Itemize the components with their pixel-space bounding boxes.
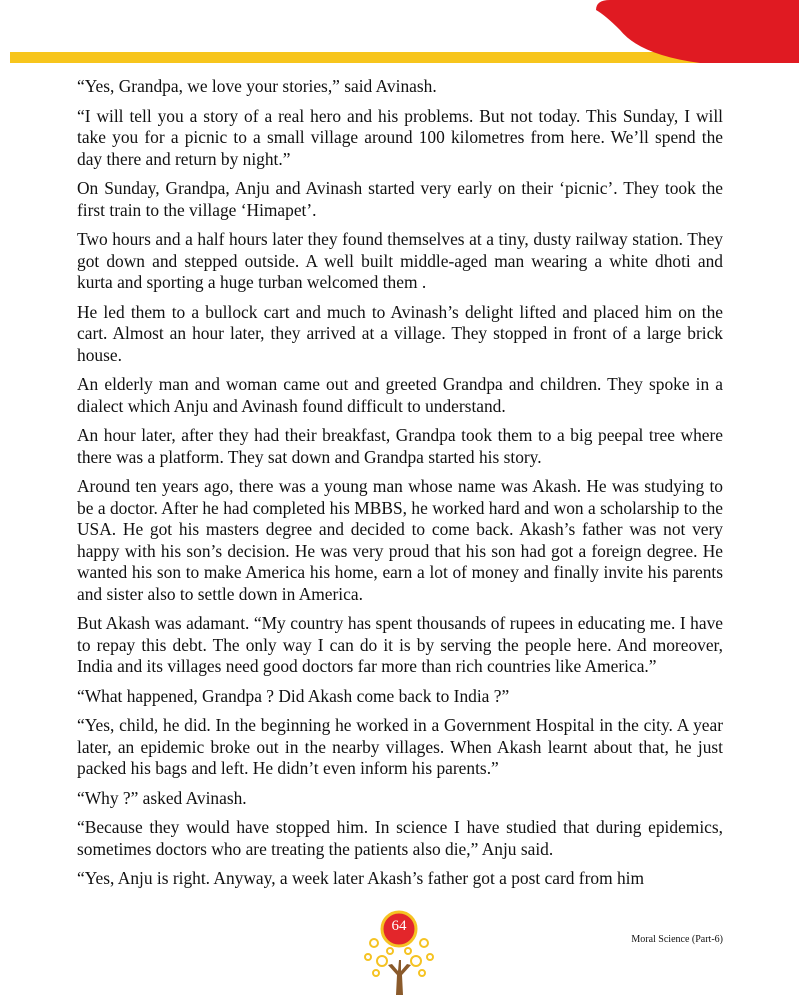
- paragraph: He led them to a bullock cart and much to Avinash’s delight lifted and placed him on the cart. Almost an hour later, they arrived at a village. They stopped in front of a large brick house.: [77, 301, 723, 365]
- paragraph: But Akash was adamant. “My country has spent thousands of rupees in educating me. I have to repay this debt. The only way I can do it is by serving the people here. And moreover, India and its villages need good doctors far more than rich countries like America.”: [77, 613, 723, 676]
- paragraph: On Sunday, Grandpa, Anju and Avinash started very early on their ‘picnic’. They took the first train to the village ‘Himapet’.: [77, 178, 723, 220]
- page-number: 64: [391, 918, 407, 934]
- header-decoration: [0, 0, 799, 80]
- paragraph: Two hours and a half hours later they found themselves at a tiny, dusty railway station. They got down and stepped outside. A well built middle-aged man wearing a white dhoti and kurta and sporting a huge turban welcomed them .: [77, 229, 723, 292]
- paragraph: An elderly man and woman came out and greeted Grandpa and children. They spoke in a dialect which Anju and Avinash found difficult to understand.: [77, 374, 723, 416]
- paragraph: “Yes, child, he did. In the beginning he worked in a Government Hospital in the city. A year later, an epidemic broke out in the nearby villages. When Akash learnt about that, he just packed his bags and left. He didn’t even inform his parents.”: [77, 715, 723, 778]
- paragraph: “Because they would have stopped him. In science I have studied that during epidemics, sometimes doctors who are treating the patients also die,” Anju said.: [77, 817, 723, 859]
- paragraph: Around ten years ago, there was a young man whose name was Akash. He was studying to be a doctor. After he had completed his MBBS, he worked hard and won a scholarship to the USA. He got his masters degree and decided to come back. Akash’s father was not very happy with his son’s decision. He was very proud that his son had got a foreign degree. He wanted his son to make America his home, earn a lot of money and finally invite his parents and sister also to settle down in America.: [77, 476, 723, 604]
- paragraph: “What happened, Grandpa ? Did Akash come back to India ?”: [77, 685, 510, 706]
- paragraph: “Yes, Grandpa, we love your stories,” said Avinash.: [77, 76, 437, 96]
- story-text: [77, 76, 723, 898]
- paragraph: An hour later, after they had their breakfast, Grandpa took them to a big peepal tree where there was a platform. They sat down and Grandpa started his story.: [77, 425, 723, 467]
- paragraph: “I will tell you a story of a real hero and his problems. But not today. This Sunday, I will take you for a picnic to a small village around 100 kilometres from here. We’ll spend the day there and return by night.”: [77, 105, 723, 169]
- paragraph: “Why ?” asked Avinash.: [77, 787, 247, 808]
- tree-trunk: [388, 960, 411, 995]
- book-title-footer: Moral Science (Part-6): [631, 934, 723, 945]
- paragraph: “Yes, Anju is right. Anyway, a week later Akash’s father got a post card from him: [77, 868, 645, 888]
